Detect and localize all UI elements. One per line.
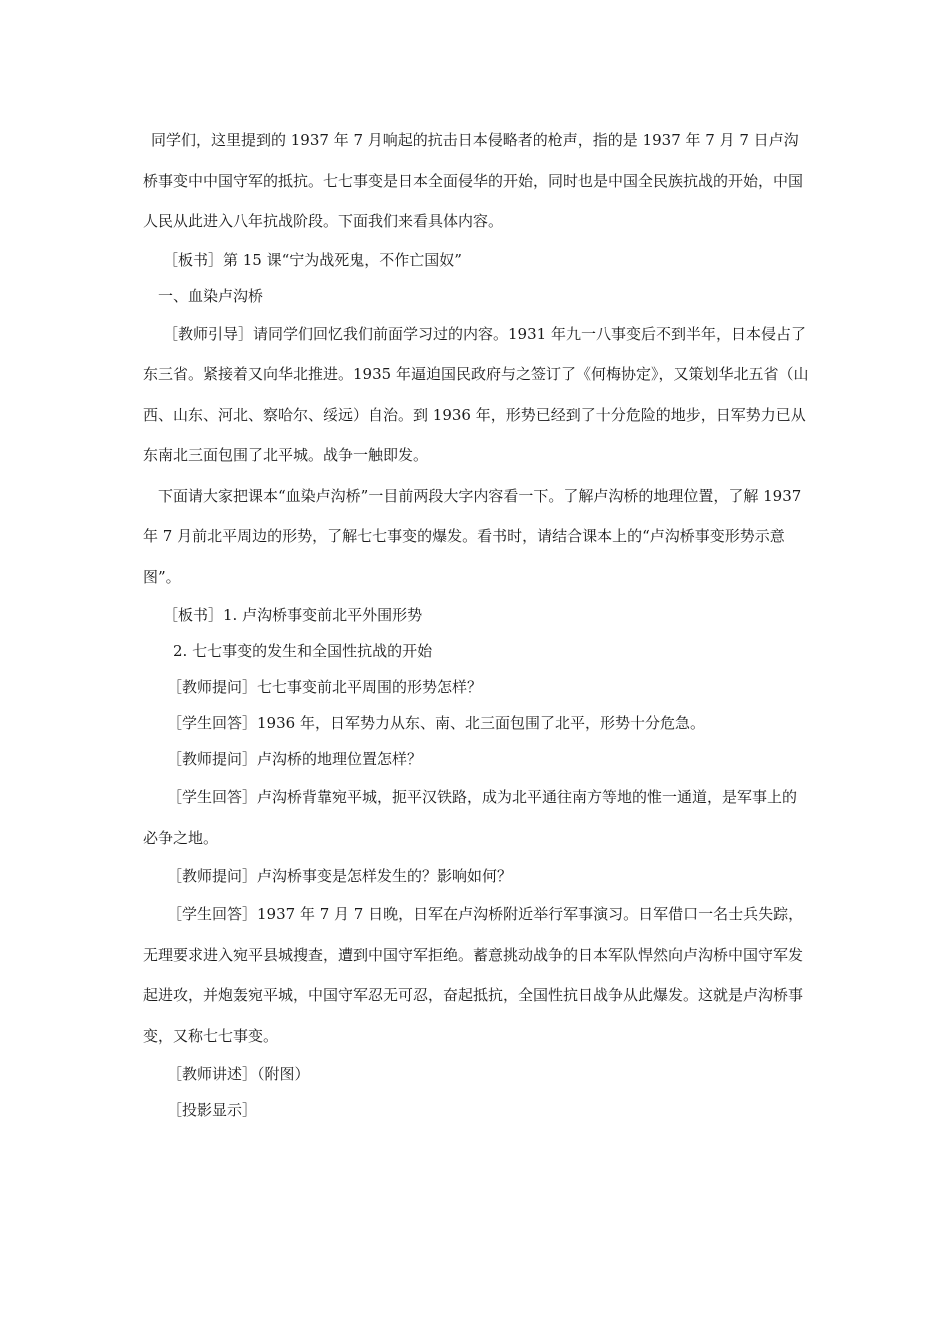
paragraph-teacher-question-2: ［教师提问］卢沟桥的地理位置怎样？: [167, 750, 423, 768]
paragraph-student-answer-3: ［学生回答］1937 年 7 月 7 日晚，日军在卢沟桥附近举行军事演习。日军借口一名士兵失踪，无理要求进入宛平县城搜查，遭到中国守军拒绝。蓄意挑动战争的日本军队悍然向卢沟桥中国守军发起进攻，并炮轰宛平城，中国守军忍无可忍，奋起抵抗，全国性抗日战争从此爆发。这就是卢沟桥事变，又称七七事变。: [143, 905, 804, 1045]
paragraph-section-heading: 一、血染卢沟桥: [158, 286, 264, 305]
paragraph-projection: ［投影显示］: [167, 1101, 258, 1119]
document-body: [143, 120, 811, 1128]
paragraph-teacher-question-3: ［教师提问］卢沟桥事变是怎样发生的？影响如何？: [167, 867, 513, 885]
paragraph-teacher-narration: ［教师讲述］（附图）: [167, 1065, 310, 1083]
paragraph-intro: 同学们，这里提到的 1937 年 7 月响起的抗击日本侵略者的枪声，指的是 1937 年 7 月 7 日卢沟桥事变中中国守军的抵抗。七七事变是日本全面侵华的开始，同时也是中国全民族抗战的开始，中国人民从此进入八年抗战阶段。下面我们来看具体内容。: [143, 131, 804, 230]
paragraph-board-point-2: 2. 七七事变的发生和全国性抗战的开始: [173, 642, 433, 660]
paragraph-teacher-guide: ［教师引导］请同学们回忆我们前面学习过的内容。1931 年九一八事变后不到半年，日本侵占了东三省。紧接着又向华北推进。1935 年逼迫国民政府与之签订了《何梅协定》，又策划华北五省（山西、山东、河北、察哈尔、绥远）自治。到 1936 年，形势已经到了十分危险的地步，日军势力已从东南北三面包围了北平城。战争一触即发。: [143, 324, 809, 464]
paragraph-board-title: ［板书］第 15 课“宁为战死鬼，不作亡国奴”: [163, 250, 462, 269]
paragraph-student-answer-1: ［学生回答］1936 年，日军势力从东、南、北三面包围了北平，形势十分危急。: [167, 714, 705, 732]
paragraph-teacher-question-1: ［教师提问］七七事变前北平周围的形势怎样？: [167, 678, 483, 696]
paragraph-reading-instruction: 下面请大家把课本“血染卢沟桥”一目前两段大字内容看一下。了解卢沟桥的地理位置，了解 1937 年 7 月前北平周边的形势，了解七七事变的爆发。看书时，请结合课本上的“卢沟桥事变形势示意图”。: [143, 486, 802, 586]
paragraph-student-answer-2: ［学生回答］卢沟桥背靠宛平城，扼平汉铁路，成为北平通往南方等地的惟一通道，是军事上的必争之地。: [143, 788, 798, 847]
paragraph-board-point-1: ［板书］1. 卢沟桥事变前北平外围形势: [163, 606, 423, 624]
